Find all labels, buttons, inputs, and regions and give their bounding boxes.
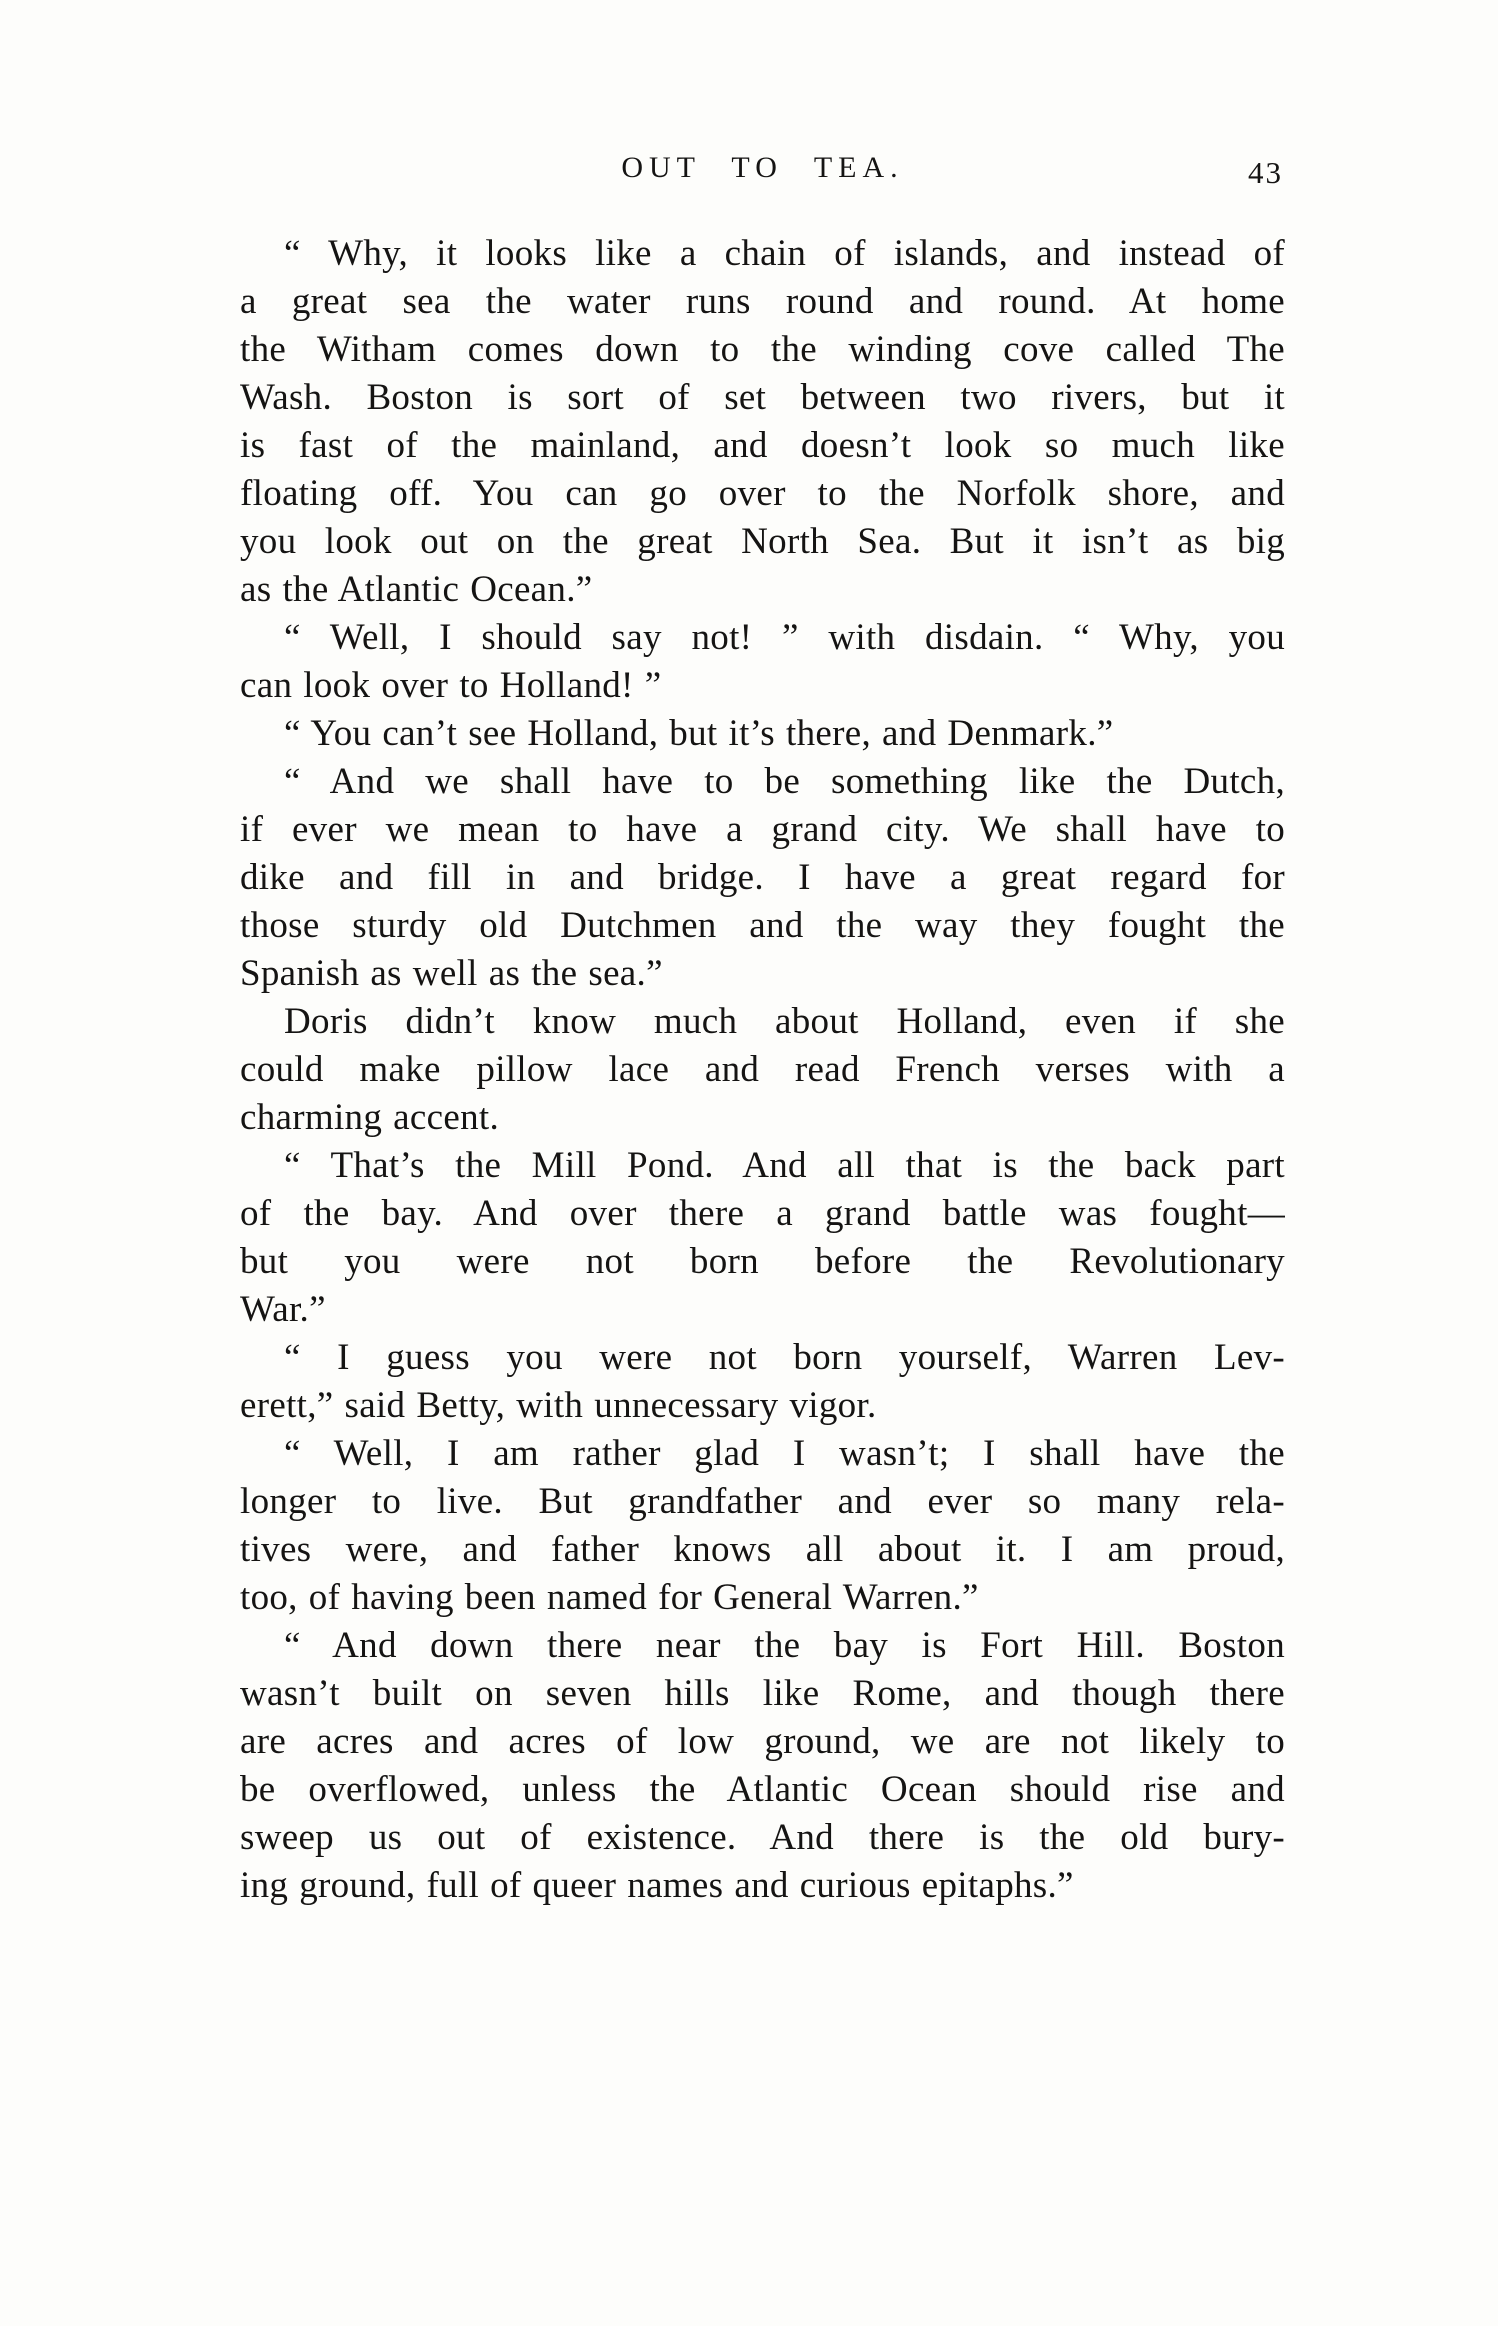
body-text [240,230,1285,1910]
text-line: dike and fill in and bridge. I have a great regard for [240,857,1285,898]
paragraph [240,998,1285,1142]
text-line: could make pillow lace and read French verses with a [240,1049,1285,1090]
text-line: longer to live. But grandfather and ever so many rela- [240,1481,1285,1522]
text-line: sweep us out of existence. And there is the old bury- [240,1817,1285,1858]
text-line: if ever we mean to have a grand city. We shall have to [240,809,1285,850]
text-line: “ And we shall have to be something like the Dutch, [284,761,1285,802]
paragraph [240,230,1285,614]
paragraph [240,758,1285,998]
text-line: floating off. You can go over to the Norfolk shore, and [240,473,1285,514]
paragraph [240,1334,1285,1430]
text-line: but you were not born before the Revolutionary [240,1241,1285,1282]
text-line: of the bay. And over there a grand battle was fought— [240,1193,1285,1234]
text-line: Wash. Boston is sort of set between two rivers, but it [240,377,1285,418]
text-line: a great sea the water runs round and round. At home [240,281,1285,322]
page-header [240,148,1285,192]
text-line: charming accent. [240,1097,499,1138]
paragraph [240,1430,1285,1622]
text-line: those sturdy old Dutchmen and the way they fought the [240,905,1285,946]
paragraph [240,710,1285,758]
paragraph [240,1622,1285,1910]
text-line: erett,” said Betty, with unnecessary vigor. [240,1385,877,1426]
text-line: are acres and acres of low ground, we are not likely to [240,1721,1285,1762]
paragraph [240,1142,1285,1334]
text-line: “ Why, it looks like a chain of islands, and instead of [284,233,1285,274]
text-line: Spanish as well as the sea.” [240,953,663,994]
text-line: “ That’s the Mill Pond. And all that is the back part [284,1145,1285,1186]
text-line: “ You can’t see Holland, but it’s there, and Denmark.” [284,713,1114,754]
text-line: as the Atlantic Ocean.” [240,569,593,610]
page-number: 43 [1248,155,1283,190]
text-line: be overflowed, unless the Atlantic Ocean should rise and [240,1769,1285,1810]
text-line: Doris didn’t know much about Holland, even if she [284,1001,1285,1042]
text-line: War.” [240,1289,326,1330]
text-line: “ Well, I should say not! ” with disdain. “ Why, you [284,617,1285,658]
text-line: can look over to Holland! ” [240,665,662,706]
paragraph [240,614,1285,710]
running-title: OUT TO TEA. [621,151,904,184]
text-line: “ And down there near the bay is Fort Hill. Boston [284,1625,1285,1666]
text-line: “ Well, I am rather glad I wasn’t; I shall have the [284,1433,1285,1474]
text-line: too, of having been named for General Warren.” [240,1577,979,1618]
text-line: ing ground, full of queer names and curious epitaphs.” [240,1865,1074,1906]
text-line: “ I guess you were not born yourself, Warren Lev- [284,1337,1285,1378]
text-line: is fast of the mainland, and doesn’t look so much like [240,425,1285,466]
text-line: the Witham comes down to the winding cove called The [240,329,1285,370]
text-line: tives were, and father knows all about it. I am proud, [240,1529,1285,1570]
text-line: wasn’t built on seven hills like Rome, and though there [240,1673,1285,1714]
text-line: you look out on the great North Sea. But it isn’t as big [240,521,1285,562]
